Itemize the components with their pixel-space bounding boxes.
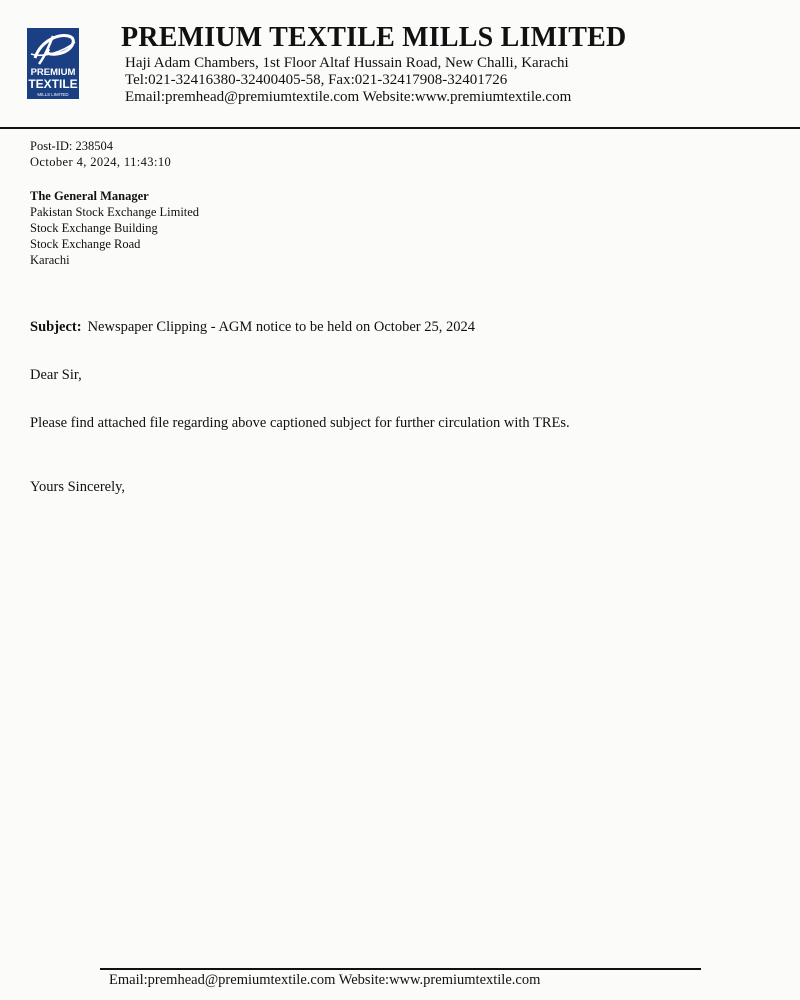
recipient-title: The General Manager (30, 189, 149, 203)
company-email-website: Email:premhead@premiumtextile.com Website:www.premiumtextile.com (125, 89, 572, 105)
closing: Yours Sincerely, (30, 479, 126, 495)
logo-word-premium: PREMIUM (30, 67, 76, 78)
company-phone-fax: Tel:021-32416380-32400405-58, Fax:021-32417908-32401726 (125, 72, 508, 88)
recipient-line: Stock Exchange Road (30, 237, 141, 251)
footer-divider (100, 968, 701, 970)
message-body: Please find attached file regarding above captioned subject for further circulation with TREs. (30, 415, 570, 431)
subject-label: Subject: (30, 319, 82, 335)
recipient-line: Karachi (30, 253, 70, 267)
company-name: PREMIUM TEXTILE MILLS LIMITED (121, 22, 627, 53)
salutation: Dear Sir, (30, 367, 82, 383)
recipient-line: Stock Exchange Building (30, 221, 158, 235)
logo-word-textile: TEXTILE (28, 77, 78, 91)
company-logo (27, 28, 79, 99)
subject-line (30, 319, 475, 336)
post-datetime: October 4, 2024, 11:43:10 (30, 155, 172, 169)
logo-word-mills: MILLS LIMITED (37, 92, 69, 97)
post-id: Post-ID: 238504 (30, 139, 113, 153)
subject-text: Newspaper Clipping - AGM notice to be held on October 25, 2024 (87, 319, 475, 335)
recipient-line: Pakistan Stock Exchange Limited (30, 205, 200, 219)
header-divider (0, 127, 800, 129)
footer-email-website: Email:premhead@premiumtextile.com Website:www.premiumtextile.com (109, 972, 541, 988)
company-address: Haji Adam Chambers, 1st Floor Altaf Hussain Road, New Challi, Karachi (125, 55, 569, 71)
